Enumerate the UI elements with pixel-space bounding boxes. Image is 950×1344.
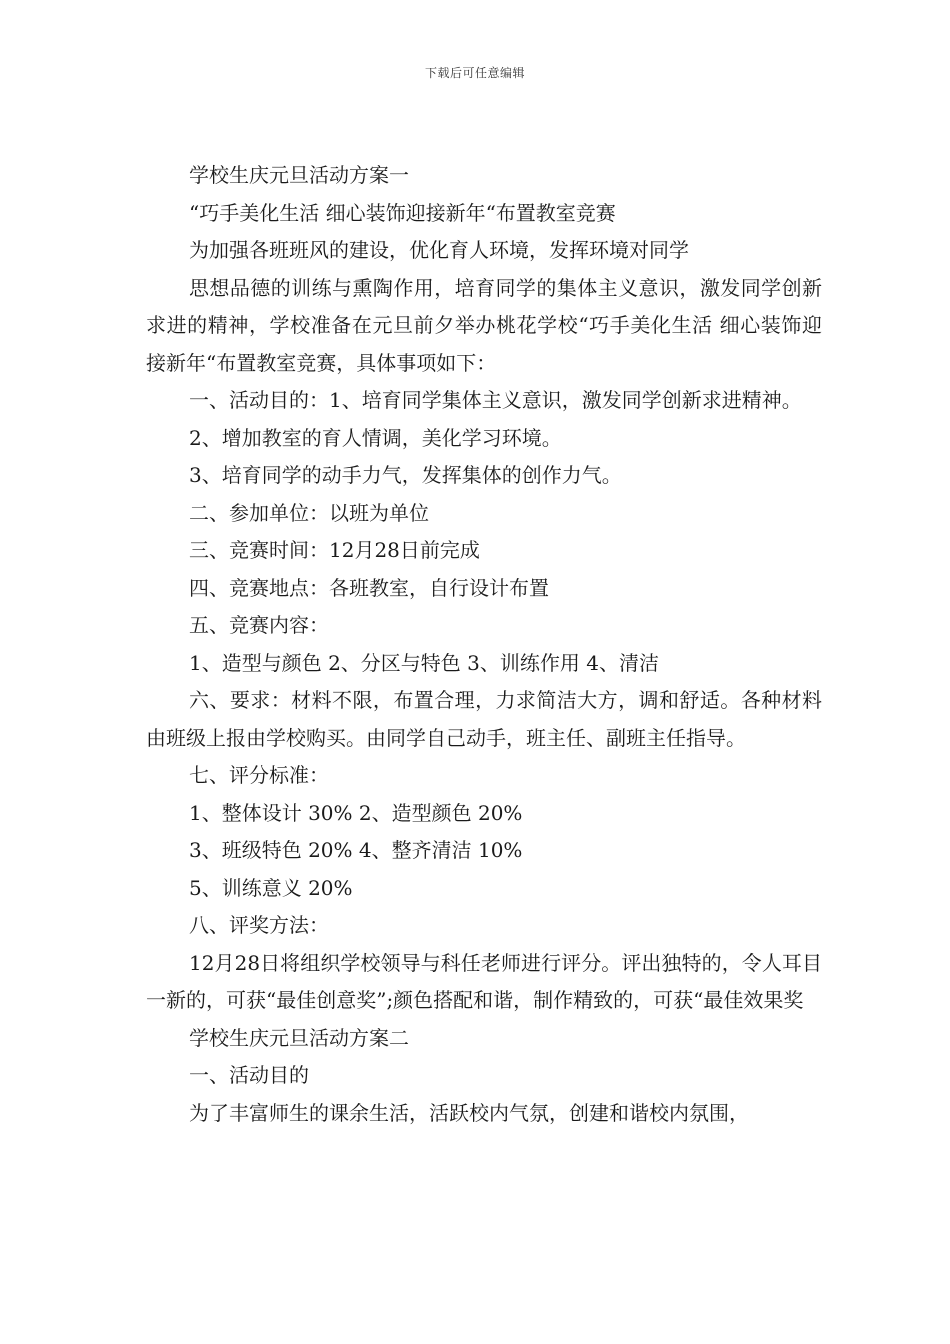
- content-items: 1、造型与颜色 2、分区与特色 3、训练作用 4、清洁: [189, 650, 659, 675]
- section-time: 三、竞赛时间：12月28日前完成: [189, 538, 480, 562]
- page-header: 下载后可任意编辑: [424, 66, 525, 80]
- purpose-item-3: 3、培育同学的动手力气，发挥集体的创作力气。: [189, 463, 622, 487]
- section-participants: 二、参加单位：以班为单位: [189, 500, 429, 525]
- intro-paragraph: 思想品德的训练与熏陶作用，培育同学的集体主义意识，激发同学创新求进的精神，学校准备在元旦前夕举办桃花学校“巧手美化生活 细心装饰迎接新年“布置教室竞赛，具体事项如下：: [146, 275, 822, 375]
- purpose-item-2: 2、增加教室的育人情调，美化学习环境。: [189, 425, 562, 450]
- document-body: [146, 157, 822, 1132]
- section-scoring: 七、评分标准：: [189, 763, 329, 787]
- intro-paragraph-line: 为加强各班班风的建设，优化育人环境，发挥环境对同学: [189, 238, 689, 262]
- plan-two-section-purpose: 一、活动目的: [189, 1063, 309, 1087]
- scoring-row-1: 1、整体设计 30% 2、造型颜色 20%: [189, 800, 523, 825]
- section-awards: 八、评奖方法：: [189, 913, 329, 937]
- awards-paragraph: 12月28日将组织学校领导与科任老师进行评分。评出独特的，令人耳目一新的，可获“最佳创意奖”;颜色搭配和谐，制作精致的，可获“最佳效果奖: [146, 950, 822, 1012]
- section-location: 四、竞赛地点：各班教室，自行设计布置: [189, 575, 549, 600]
- plan-one-title: 学校生庆元旦活动方案一: [189, 163, 409, 187]
- plan-two-purpose-paragraph: 为了丰富师生的课余生活，活跃校内气氛，创建和谐校内氛围，: [189, 1100, 749, 1125]
- competition-title: “巧手美化生活 细心装饰迎接新年“布置教室竞赛: [189, 200, 616, 225]
- scoring-row-3: 5、训练意义 20%: [189, 875, 353, 900]
- section-purpose: 一、活动目的：1、培育同学集体主义意识，激发同学创新求进精神。: [189, 388, 802, 412]
- section-content: 五、竞赛内容：: [189, 613, 329, 637]
- plan-two-title: 学校生庆元旦活动方案二: [189, 1025, 409, 1050]
- section-requirements: 六、要求：材料不限，布置合理，力求简洁大方，调和舒适。各种材料由班级上报由学校购买。由同学自己动手，班主任、副班主任指导。: [146, 688, 822, 750]
- scoring-row-2: 3、班级特色 20% 4、整齐清洁 10%: [189, 838, 523, 862]
